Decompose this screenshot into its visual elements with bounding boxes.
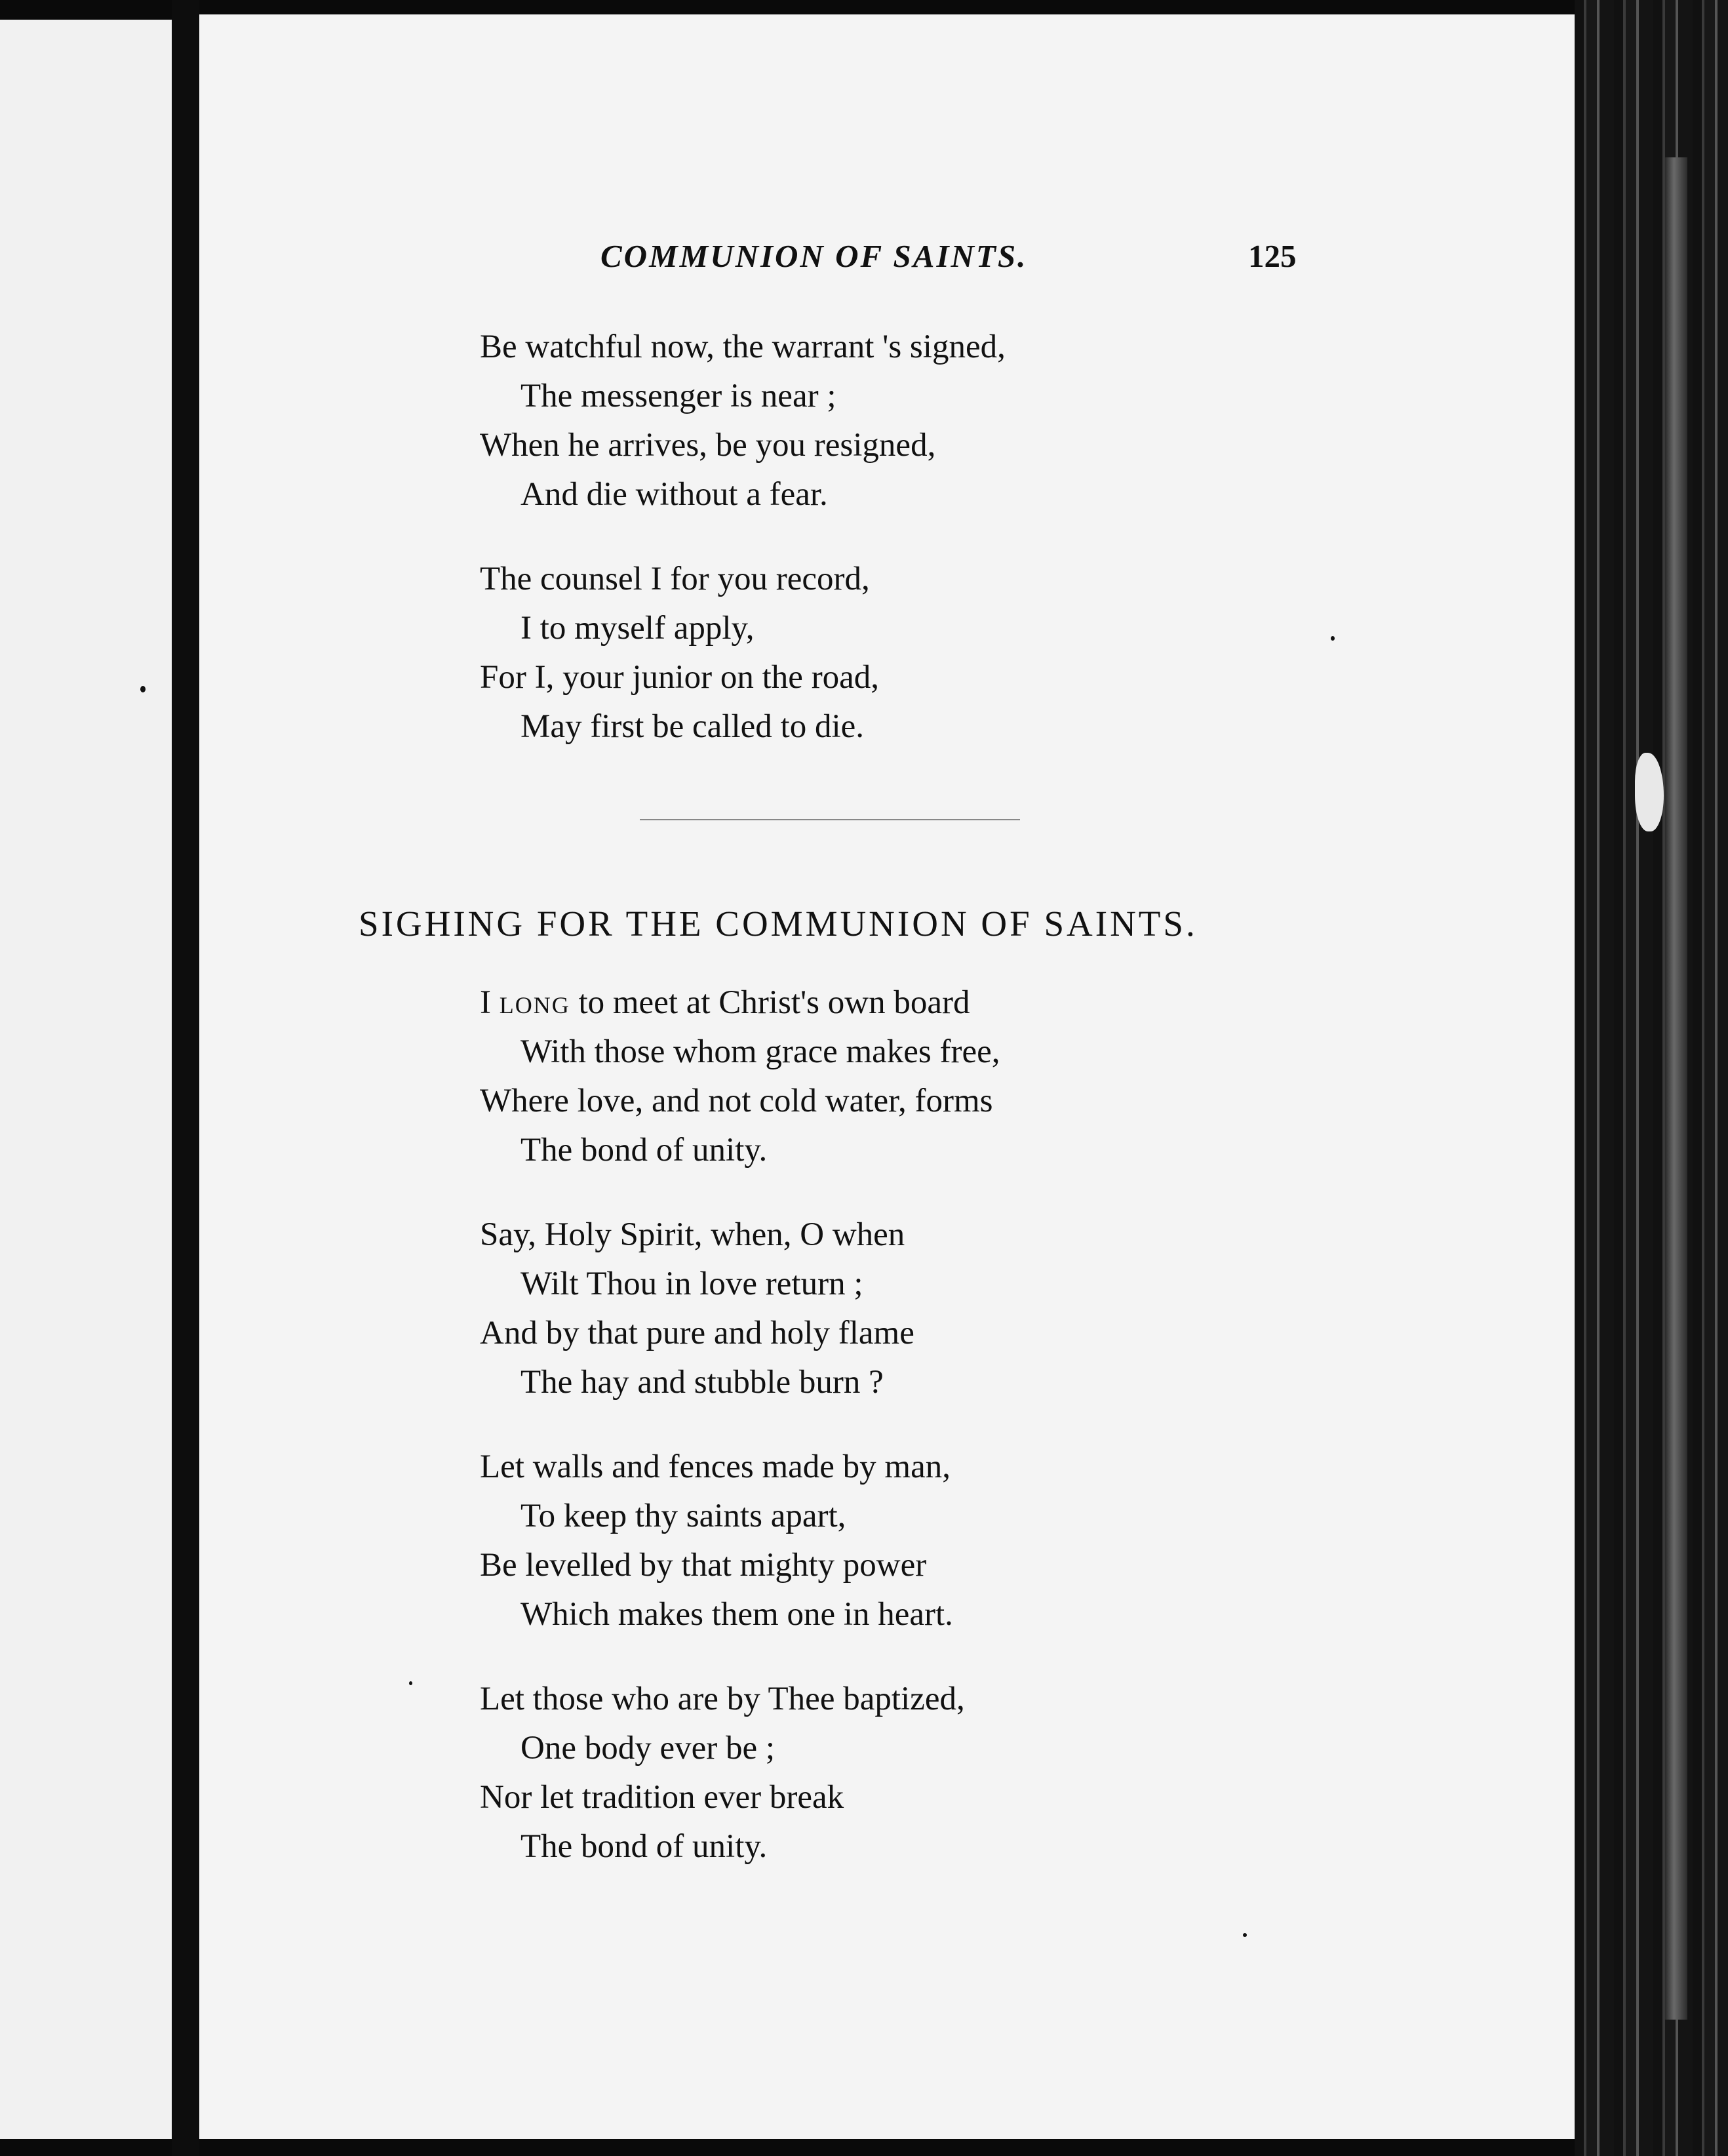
poem-body	[480, 978, 1000, 1871]
stanza	[480, 978, 1000, 1175]
verse-line: The hay and stubble burn ?	[520, 1364, 884, 1401]
ink-speck	[140, 686, 146, 692]
verse-line: Be levelled by that mighty power	[480, 1547, 927, 1584]
first-line-rest: to meet at Christ's own board	[570, 984, 970, 1021]
page-stack-edge	[1575, 0, 1728, 2156]
verse-line: Be watchful now, the warrant 's signed,	[480, 329, 1006, 365]
verse-line: I to myself apply,	[520, 610, 755, 647]
verse-line: Wilt Thou in love return ;	[520, 1266, 863, 1302]
page-stack-highlight	[1665, 157, 1687, 2020]
book-page	[199, 14, 1575, 2139]
verse-line: Say, Holy Spirit, when, O when	[480, 1216, 905, 1253]
verse-line: To keep thy saints apart,	[520, 1498, 846, 1534]
verse-line: And by that pure and holy flame	[480, 1315, 914, 1351]
stanza	[480, 323, 1006, 519]
facing-page-edge	[0, 20, 172, 2139]
verse-line: The messenger is near ;	[520, 378, 836, 414]
verse-line: One body ever be ;	[520, 1730, 776, 1767]
verse-line: When he arrives, be you resigned,	[480, 427, 936, 464]
ink-speck	[1331, 636, 1335, 641]
page-number: 125	[1248, 238, 1297, 274]
verse-line: And die without a fear.	[520, 476, 828, 513]
verse-line: The counsel I for you record,	[480, 561, 870, 597]
verse-line: Let walls and fences made by man,	[480, 1448, 951, 1485]
verse-line: The bond of unity.	[520, 1132, 768, 1168]
ink-speck	[409, 1681, 412, 1685]
verse-line-first	[480, 978, 1000, 1028]
verse-line: The bond of unity.	[520, 1828, 768, 1865]
page-header	[199, 237, 1575, 290]
verse-line: May first be called to die.	[520, 708, 864, 745]
stanza	[480, 1443, 1000, 1639]
stanza	[480, 1675, 1000, 1871]
smallcaps-word: long	[499, 984, 570, 1021]
initial-word: I	[480, 984, 491, 1021]
verse-line: With those whom grace makes free,	[520, 1033, 1000, 1070]
section-divider	[640, 819, 1020, 820]
verse-line: Which makes them one in heart.	[520, 1596, 953, 1633]
poem-title: SIGHING FOR THE COMMUNION OF SAINTS.	[359, 904, 1198, 944]
verse-line: For I, your junior on the road,	[480, 659, 880, 696]
verse-line: Let those who are by Thee baptized,	[480, 1681, 965, 1717]
book-gutter	[172, 0, 199, 2156]
ink-speck	[1243, 1933, 1247, 1937]
stanza	[480, 1210, 1000, 1407]
verse-line: Nor let tradition ever break	[480, 1779, 844, 1816]
stanza	[480, 555, 1006, 751]
poem-continuation	[480, 323, 1006, 751]
verse-line: Where love, and not cold water, forms	[480, 1083, 993, 1119]
running-title: COMMUNION OF SAINTS.	[600, 238, 1028, 274]
